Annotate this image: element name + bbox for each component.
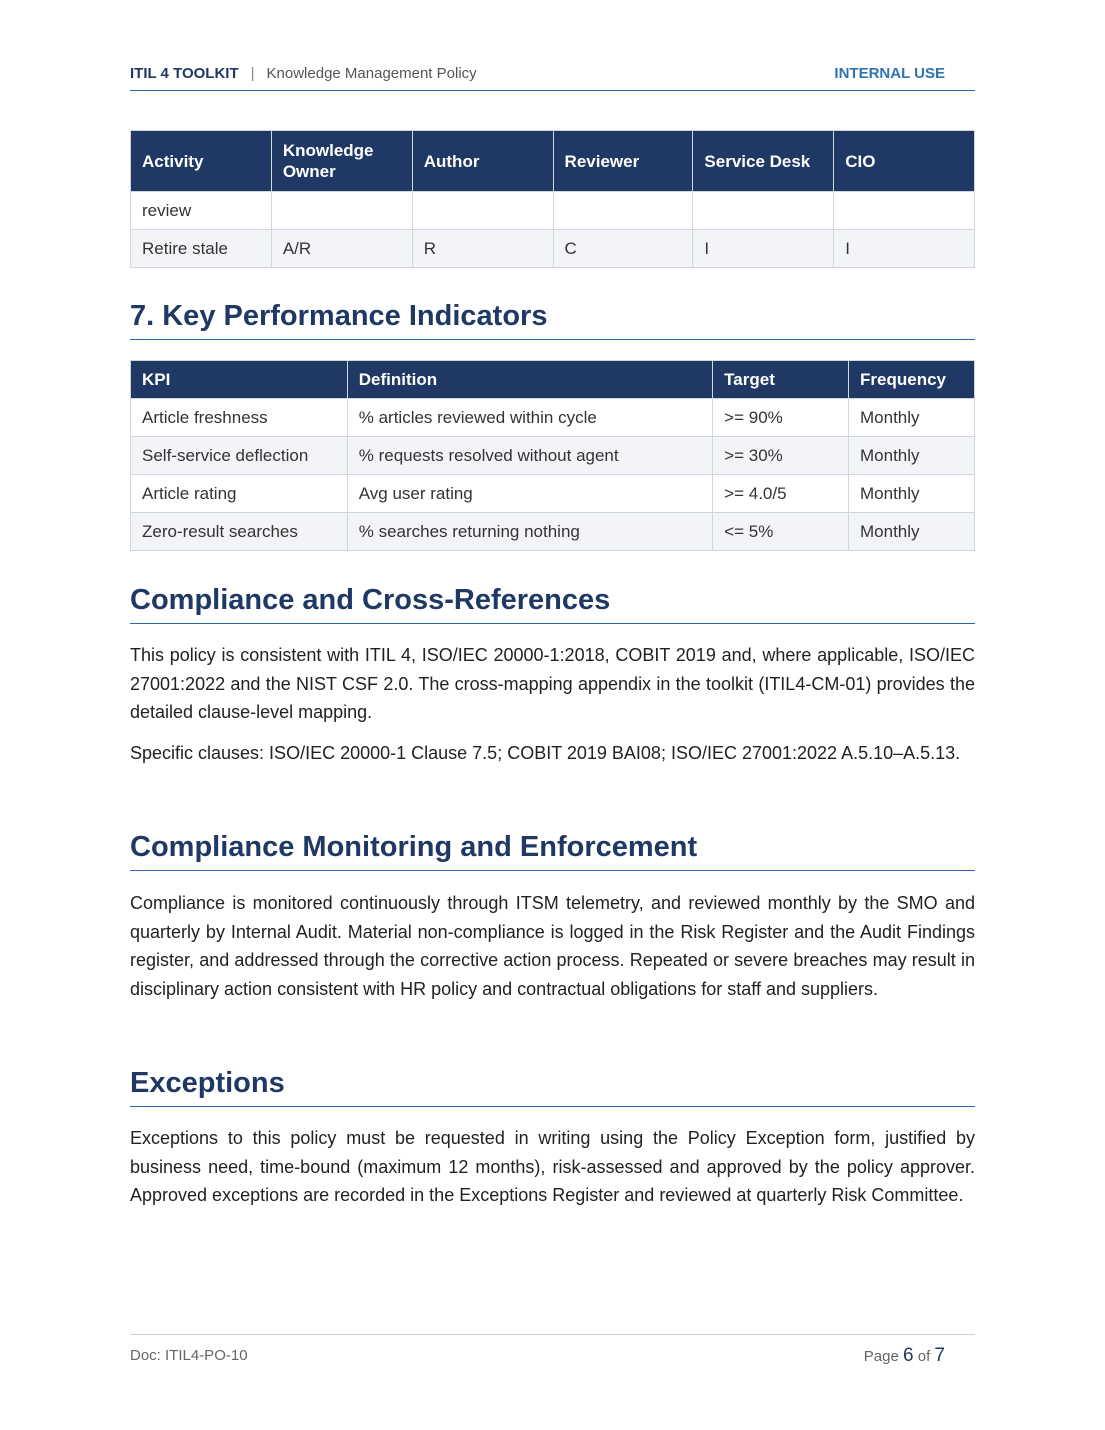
raci-header-service-desk: Service Desk [693, 131, 834, 192]
table-row [131, 230, 975, 268]
table-row [131, 475, 975, 513]
table-cell: <= 5% [713, 513, 849, 551]
table-row [131, 399, 975, 437]
table-cell [693, 192, 834, 230]
page-header [130, 60, 975, 91]
kpi-section-heading: 7. Key Performance Indicators [130, 299, 975, 340]
table-cell: I [693, 230, 834, 268]
page-label: Page [863, 1348, 899, 1365]
classification-label: INTERNAL USE [834, 65, 945, 82]
exceptions-paragraph: Exceptions to this policy must be requested in writing using the Policy Exception form, justified by business need, time-bound (maximum 12 months), risk-assessed and approved by the policy approver. Approved exceptions are recorded in the Exceptions Register and reviewed at quarterly Risk Committee. [130, 1128, 975, 1205]
raci-header-cio: CIO [834, 131, 975, 192]
table-cell: Retire stale [131, 230, 272, 268]
table-cell: >= 30% [713, 437, 849, 475]
compliance-clauses-paragraph: Specific clauses: ISO/IEC 20000-1 Clause 7.5; COBIT 2019 BAI08; ISO/IEC 27001:2022 A.5.10–A.5.13. [130, 743, 961, 763]
table-cell: Article freshness [131, 399, 348, 437]
kpi-header-definition: Definition [347, 361, 712, 399]
table-cell: Monthly [849, 437, 975, 475]
page-current: 6 [902, 1345, 914, 1366]
kpi-header-row [131, 361, 975, 399]
raci-header-author: Author [412, 131, 553, 192]
header-separator: | [250, 65, 255, 82]
table-cell: Zero-result searches [131, 513, 348, 551]
table-row [131, 513, 975, 551]
exceptions-section-heading: Exceptions [130, 1066, 975, 1107]
raci-header-activity: Activity [131, 131, 272, 192]
table-cell: Monthly [849, 399, 975, 437]
table-cell: C [553, 230, 693, 268]
raci-table [130, 130, 975, 268]
raci-header-row [131, 131, 975, 192]
toolkit-brand: ITIL 4 TOOLKIT [130, 65, 239, 82]
compliance-paragraph: This policy is consistent with ITIL 4, ISO/IEC 20000-1:2018, COBIT 2019 and, where applicable, ISO/IEC 27001:2022 and the NIST CSF 2.0. The cross-mapping appendix in the toolkit (ITIL4-CM-01) provides the detailed clause-level mapping. [130, 645, 975, 722]
table-cell: % searches returning nothing [347, 513, 712, 551]
page-footer [130, 1334, 975, 1366]
table-cell [834, 192, 975, 230]
document-id: Doc: ITIL4-PO-10 [130, 1347, 248, 1364]
page-number [864, 1345, 945, 1367]
table-cell: Self-service deflection [131, 437, 348, 475]
table-cell: % articles reviewed within cycle [347, 399, 712, 437]
table-cell: >= 4.0/5 [713, 475, 849, 513]
kpi-table [130, 360, 975, 551]
table-cell: I [834, 230, 975, 268]
monitoring-section-heading: Compliance Monitoring and Enforcement [130, 830, 975, 871]
table-cell [271, 192, 412, 230]
kpi-header-frequency: Frequency [849, 361, 975, 399]
compliance-section-heading: Compliance and Cross-References [130, 583, 975, 624]
monitoring-paragraph: Compliance is monitored continuously through ITSM telemetry, and reviewed monthly by the SMO and quarterly by Internal Audit. Material non-compliance is logged in the Risk Register and the Audit Findings register, and addressed through the corrective action process. Repeated or severe breaches may result in disciplinary action consistent with HR policy and contractual obligations for staff and suppliers. [130, 893, 975, 999]
table-cell: Avg user rating [347, 475, 712, 513]
document-title: Knowledge Management Policy [266, 65, 477, 82]
kpi-header-kpi: KPI [131, 361, 348, 399]
table-cell: Monthly [849, 513, 975, 551]
raci-header-reviewer: Reviewer [553, 131, 693, 192]
page-of-label: of [917, 1348, 931, 1365]
table-row [131, 192, 975, 230]
table-cell: A/R [271, 230, 412, 268]
table-cell: >= 90% [713, 399, 849, 437]
page-total: 7 [934, 1345, 945, 1366]
table-cell: review [131, 192, 272, 230]
table-cell [412, 192, 553, 230]
table-cell: R [412, 230, 553, 268]
table-row [131, 437, 975, 475]
table-cell: Monthly [849, 475, 975, 513]
raci-header-knowledge-owner: Knowledge Owner [271, 131, 412, 192]
table-cell: % requests resolved without agent [347, 437, 712, 475]
table-cell: Article rating [131, 475, 348, 513]
table-cell [553, 192, 693, 230]
kpi-header-target: Target [713, 361, 849, 399]
